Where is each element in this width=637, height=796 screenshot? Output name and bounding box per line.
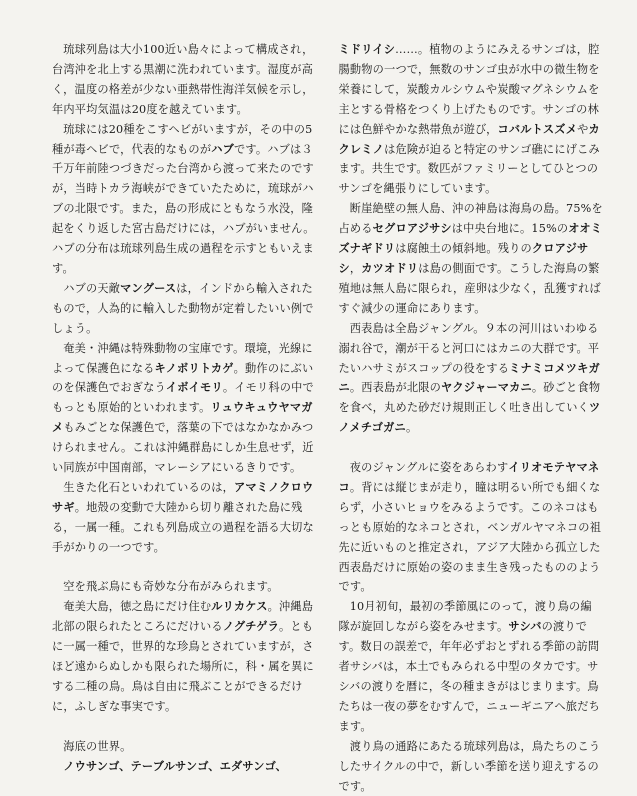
- paragraph-living-fossil: 生きた化石といわれているのは，アマミノクロウサギ。地殻の変動で大陸から切り離された島に残る，一属一種。これも列島成立の過程を語る大切な手がかりの一つです。: [52, 480, 314, 554]
- paragraph-seafloor-heading: 海底の世界。: [63, 739, 132, 753]
- paragraph-mongoose: ハブの天敵マングースは，インドから輸入されたもので，人為的に輸入した動物が定着したいい例でしょう。: [52, 281, 314, 335]
- paragraph-birds-intro: 空を飛ぶ鳥にも奇妙な分布がみられます。: [63, 580, 279, 594]
- paragraph-habu: 琉球には20種をこすヘビがいますが，その中の5種が毒ヘビで，代表的なものがハブです。ハブは３千万年前陸つづきだった台湾から渡って来たのですが，当時トカラ海峡ができていたために，琉球がハブの北限です。また，島の形成にともなう水没，隆起をくり返した宮古島だけには，ハブがいません。ハブの分布は琉球列島生成の過程を示すともいえます。: [52, 122, 315, 275]
- paragraph-iriomote-cat: 夜のジャングルに姿をあらわすイリオモテヤマネコ。背には縦じまが走り，瞳は明るい所でも細くならず，小さいヒョウをみるようです。このネコはもっとも原始的なネコとされ，ベンガルヤマネコの祖先に近いものと推定され，アジア大陸から孤立した西表島だけに原始の姿のまま生き残ったもののようです。: [338, 461, 602, 594]
- paragraph-rare-birds: 奄美大島，徳之島にだけ住むルリカケス。沖縄島北部の限られたところにだけいるノグチゲラ。ともに一属一種で，世界的な珍鳥とされていますが，さほど遠からぬしかも限られた場所に，科・属を異にする二種の鳥。鳥は自由に飛ぶことができるだけに，ふしぎな事実です。: [52, 600, 314, 713]
- paragraph-special-animals: 奄美・沖縄は特殊動物の宝庫です。環境，光線によって保護色になるキノボリトカゲ。動作のにぶいのを保護色でおぎなうイボイモリ。イモリ科の中でもっとも原始的といわれます。リュウキュウヤマガメもみごとな保護色で，落葉の下ではなかなかみつけられません。これは沖縄群島にしか生息せず，近い同族が中国南部，マレーシアにいるきりです。: [52, 341, 314, 475]
- right-column: [338, 40, 604, 793]
- paragraph-migration-route: 渡り鳥の通路にあたる琉球列島は，鳥たちのこうしたサイクルの中で，新しい季節を送り迎えするのです。: [338, 739, 601, 793]
- left-column: [52, 40, 317, 773]
- paragraph-sashiba: 10月初旬，最初の季節風にのって，渡り鳥の編隊が旋回しながら姿をみせます。サシバの渡りです。数日の誤差で，年年必ずおとずれる季節の訪問者サシバは，本土でもみられる中型のタカです。サシバの渡りを暦に，冬の種まきがはじまります。鳥たちは一夜の夢をむすんで，ニューギニアへ旅だちます。: [338, 600, 600, 733]
- paragraph-coral: ミドリイシ……。植物のようにみえるサンゴは，腔腸動物の一つで，無数のサンゴ虫が水中の微生物を栄養にして，炭酸カルシウムや炭酸マグネシウムを主とする骨格をつくり上げたものです。サンゴの林には色鮮やかな熱帯魚が遊び，コバルトスズメやカクレミノは危険が迫ると特定のサンゴ礁ににげこみます。共生です。数匹がファミリーとしてひとつのサンゴを縄張りにしています。: [338, 43, 600, 196]
- paragraph-ryukyu-intro: 琉球列島は大小100近い島々によって構成され，台湾沖を北上する黒潮に洗われています。湿度が高く，温度の格差が少ない亜熱帯性海洋気候を示し，年内平均気温は20度を越えています。: [52, 43, 314, 116]
- paragraph-iriomote-crabs: 西表島は全島ジャングル。９本の河川はいわゆる溺れ谷で，潮が干ると河口にはカニの大群です。平たいハサミがスコップの役をするミナミコメツキガニ。西表島が北限のヤクジャーマカニ。砂ごと食物を食べ，丸めた砂だけ規則正しく吐き出していくツノメチゴガニ。: [338, 321, 601, 435]
- paragraph-coral-list: ノウサンゴ、テーブルサンゴ、エダサンゴ、: [63, 759, 287, 773]
- paragraph-seabird-island: 断崖絶壁の無人島、沖の神島は海鳥の島。75%を占めるセグロアジサシは中央台地に。15%のオオミズナギドリは腐蝕土の傾斜地。残りのクロアジサシ，カツオドリは島の側面です。こうした海鳥の繁殖地は無人島に限られ，産卵は少なく，乱獲すればすぐ減少の運命にあります。: [338, 202, 603, 315]
